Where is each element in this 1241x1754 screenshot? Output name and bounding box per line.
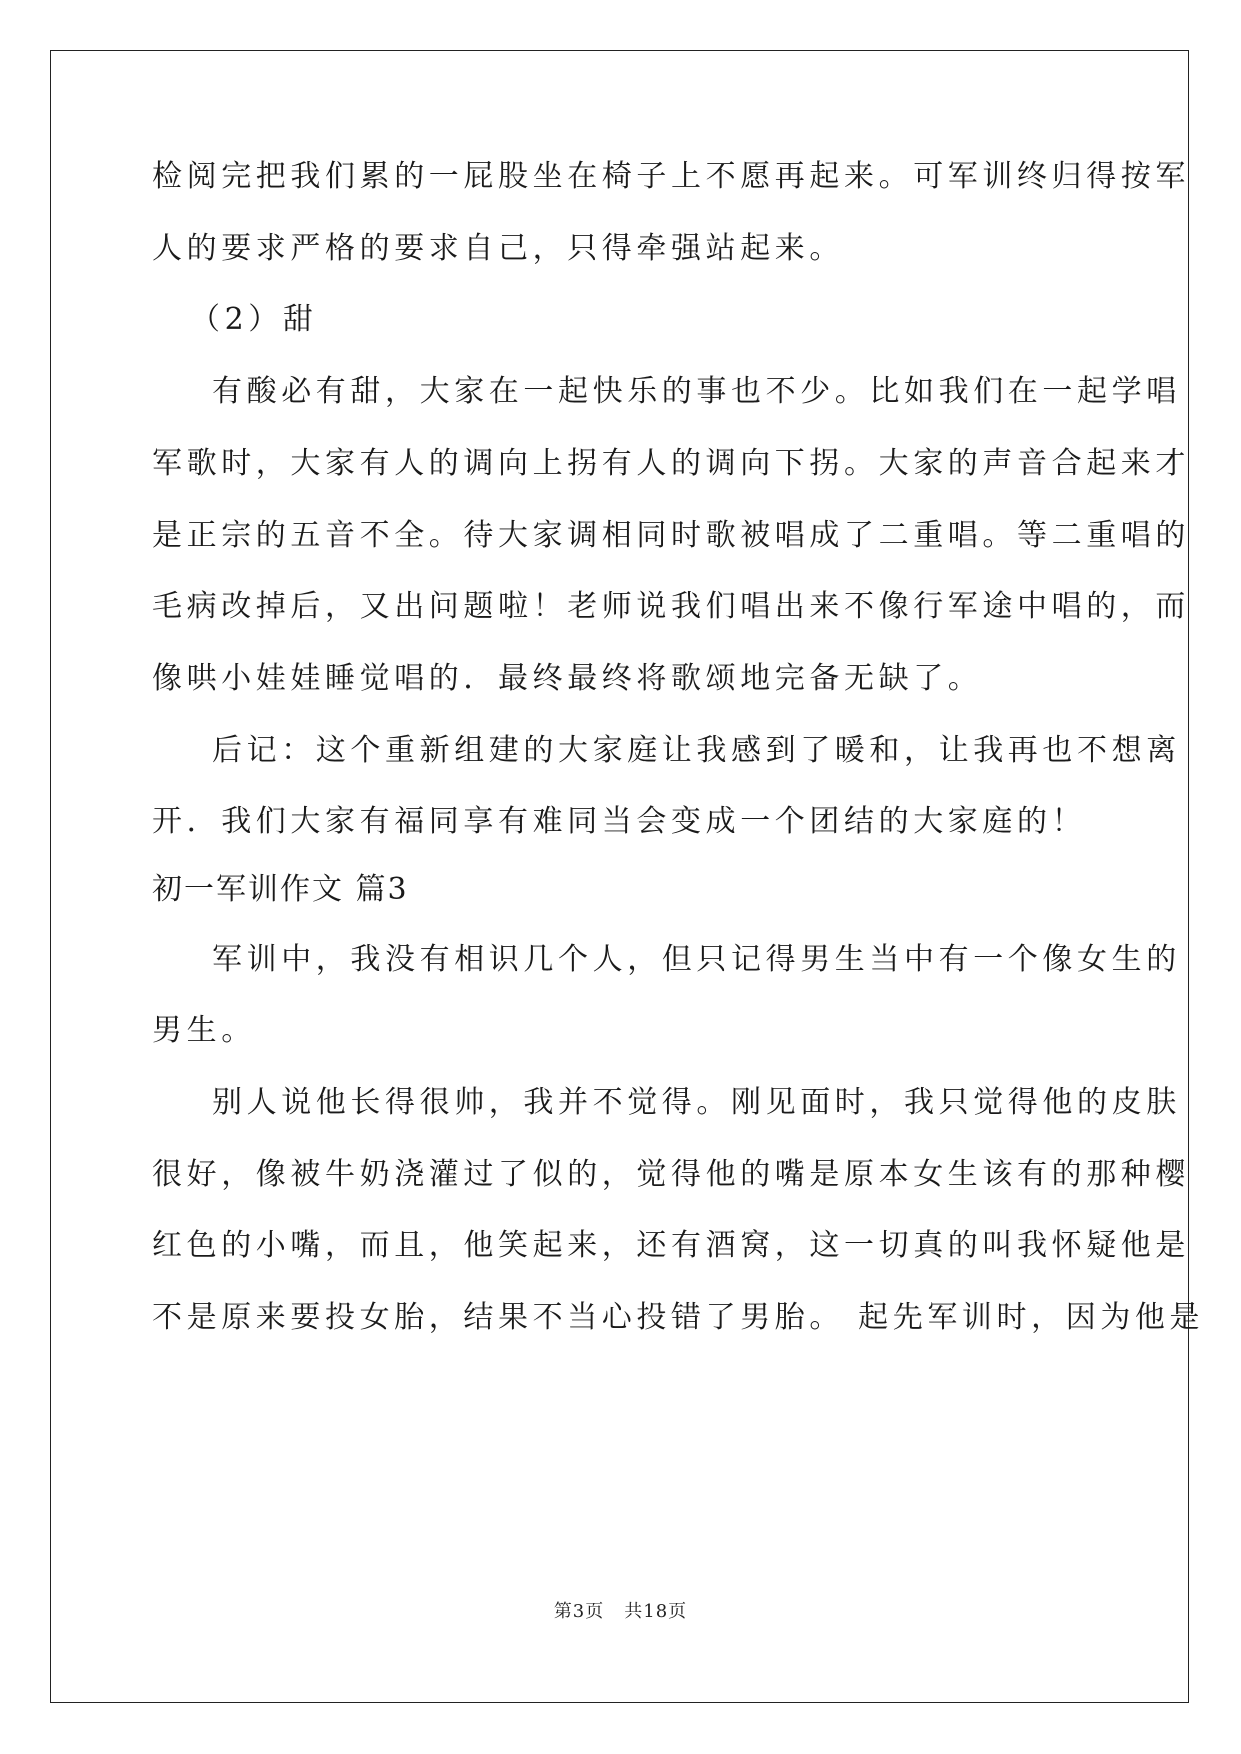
- text-line: 检阅完把我们累的一屁股坐在椅子上不愿再起来。可军训终归得按军: [152, 159, 1190, 194]
- article-title: 初一军训作文 篇3: [152, 872, 409, 907]
- text-line: 红色的小嘴，而且，他笑起来，还有酒窝，这一切真的叫我怀疑他是: [152, 1228, 1190, 1263]
- text-line: 军训中，我没有相识几个人，但只记得男生当中有一个像女生的: [212, 942, 1181, 977]
- text-line: 不是原来要投女胎，结果不当心投错了男胎。 起先军训时，因为他是: [152, 1300, 1205, 1335]
- text-line: 男生。: [152, 1013, 256, 1048]
- text-line: 很好，像被牛奶浇灌过了似的，觉得他的嘴是原本女生该有的那种樱: [152, 1157, 1190, 1192]
- text-line: 有酸必有甜，大家在一起快乐的事也不少。比如我们在一起学唱: [212, 374, 1181, 409]
- page-total: 共18页: [624, 1601, 688, 1622]
- page-number: 第3页: [553, 1601, 605, 1622]
- text-line: 后记：这个重新组建的大家庭让我感到了暖和，让我再也不想离: [212, 733, 1181, 768]
- text-line: 军歌时，大家有人的调向上拐有人的调向下拐。大家的声音合起来才: [152, 446, 1190, 481]
- page-footer: [0, 1597, 1241, 1623]
- section-heading: （2）甜: [190, 302, 318, 337]
- text-line: 像哄小娃娃睡觉唱的．最终最终将歌颂地完备无缺了。: [152, 661, 983, 696]
- text-line: 别人说他长得很帅，我并不觉得。刚见面时，我只觉得他的皮肤: [212, 1085, 1181, 1120]
- text-line: 开．我们大家有福同享有难同当会变成一个团结的大家庭的！: [152, 804, 1087, 839]
- text-line: 人的要求严格的要求自己，只得牵强站起来。: [152, 231, 844, 266]
- text-line: 毛病改掉后，又出问题啦！老师说我们唱出来不像行军途中唱的，而: [152, 589, 1190, 624]
- text-line: 是正宗的五音不全。待大家调相同时歌被唱成了二重唱。等二重唱的: [152, 518, 1190, 553]
